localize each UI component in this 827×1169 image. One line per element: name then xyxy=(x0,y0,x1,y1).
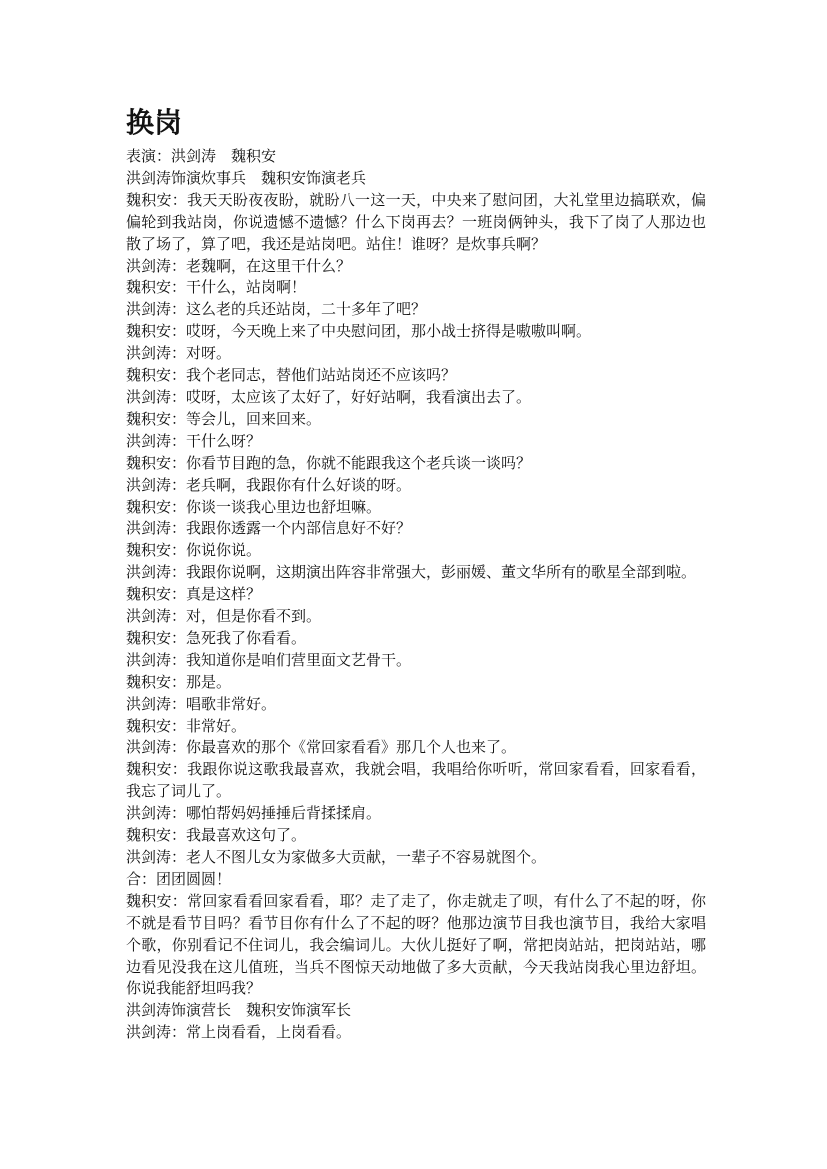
script-line: 洪剑涛：对呀。 xyxy=(126,344,232,363)
script-line: 洪剑涛：我知道你是咱们营里面文艺骨干。 xyxy=(126,650,412,669)
script-line: 魏积安：我跟你说这歌我最喜欢，我就会唱，我唱给你听听，常回家看看，回家看看，我忘了词儿了。 xyxy=(126,760,706,801)
script-line: 魏积安：干什么，站岗啊！ xyxy=(126,278,307,297)
document-page xyxy=(126,104,706,1044)
script-line: 洪剑涛：你最喜欢的那个《常回家看看》那几个人也来了。 xyxy=(126,738,517,757)
script-line: 魏积安：真是这样？ xyxy=(126,585,262,604)
script-line: 魏积安：等会儿，回来回来。 xyxy=(126,409,322,428)
script-line: 洪剑涛：老兵啊，我跟你有什么好谈的呀。 xyxy=(126,475,412,494)
script-body xyxy=(126,146,706,1044)
script-line: 洪剑涛饰演炊事兵 魏积安饰演老兵 xyxy=(126,168,367,187)
script-line: 魏积安：急死我了你看看。 xyxy=(126,628,307,647)
script-line: 魏积安：那是。 xyxy=(126,672,232,691)
script-line: 魏积安：常回家看看回家看看，耶？走了走了，你走就走了呗，有什么了不起的呀，你不就是看节目吗？看节目你有什么了不起的呀？他那边演节目我也演节目，我给大家唱个歌，你别看记不住词儿，我会编词儿。大伙儿挺好了啊，常把岗站站，把岗站站，哪边看见没我在这儿值班，当兵不图惊天动地做了多大贡献，今天我站岗我心里边舒坦。你说我能舒坦吗我？ xyxy=(126,891,706,998)
script-line: 魏积安：我最喜欢这句了。 xyxy=(126,826,307,845)
script-line: 洪剑涛：唱歌非常好。 xyxy=(126,694,277,713)
script-line: 洪剑涛：我跟你说啊，这期演出阵容非常强大，彭丽媛、董文华所有的歌星全部到啦。 xyxy=(126,563,697,582)
script-line: 洪剑涛：哪怕帮妈妈捶捶后背揉揉肩。 xyxy=(126,804,382,823)
script-line: 魏积安：非常好。 xyxy=(126,716,247,735)
script-line: 洪剑涛：干什么呀？ xyxy=(126,431,262,450)
script-line: 洪剑涛：这么老的兵还站岗，二十多年了吧？ xyxy=(126,300,427,319)
document-title: 换岗 xyxy=(126,106,183,139)
script-line: 魏积安：我个老同志，替他们站站岗还不应该吗？ xyxy=(126,366,457,385)
script-line: 洪剑涛：老魏啊，在这里干什么？ xyxy=(126,256,352,275)
script-line: 洪剑涛饰演营长 魏积安饰演军长 xyxy=(126,1001,352,1020)
script-line: 洪剑涛：哎呀，太应该了太好了，好好站啊，我看演出去了。 xyxy=(126,387,532,406)
script-line: 洪剑涛：常上岗看看，上岗看看。 xyxy=(126,1023,352,1042)
script-line: 洪剑涛：对，但是你看不到。 xyxy=(126,607,322,626)
script-line: 洪剑涛：我跟你透露一个内部信息好不好？ xyxy=(126,519,412,538)
script-line: 洪剑涛：老人不图儿女为家做多大贡献，一辈子不容易就图个。 xyxy=(126,848,547,866)
script-line: 魏积安：哎呀，今天晚上来了中央慰问团，那小战士挤得是嗷嗷叫啊。 xyxy=(126,322,592,341)
script-line: 魏积安：我天天盼夜夜盼，就盼八一这一天，中央来了慰问团，大礼堂里边搞联欢，偏偏轮到我站岗，你说遗憾不遗憾？什么下岗再去？一班岗俩钟头，我下了岗了人那边也散了场了，算了吧，我还是站岗吧。站住！谁呀？是炊事兵啊？ xyxy=(126,190,706,253)
script-line: 表演：洪剑涛 魏积安 xyxy=(126,147,277,165)
script-line: 魏积安：你看节目跑的急，你就不能跟我这个老兵谈一谈吗？ xyxy=(126,453,532,472)
script-line: 魏积安：你谈一谈我心里边也舒坦嘛。 xyxy=(126,497,382,516)
script-line: 合：团团圆圆！ xyxy=(126,869,232,888)
script-line: 魏积安：你说你说。 xyxy=(126,541,262,560)
